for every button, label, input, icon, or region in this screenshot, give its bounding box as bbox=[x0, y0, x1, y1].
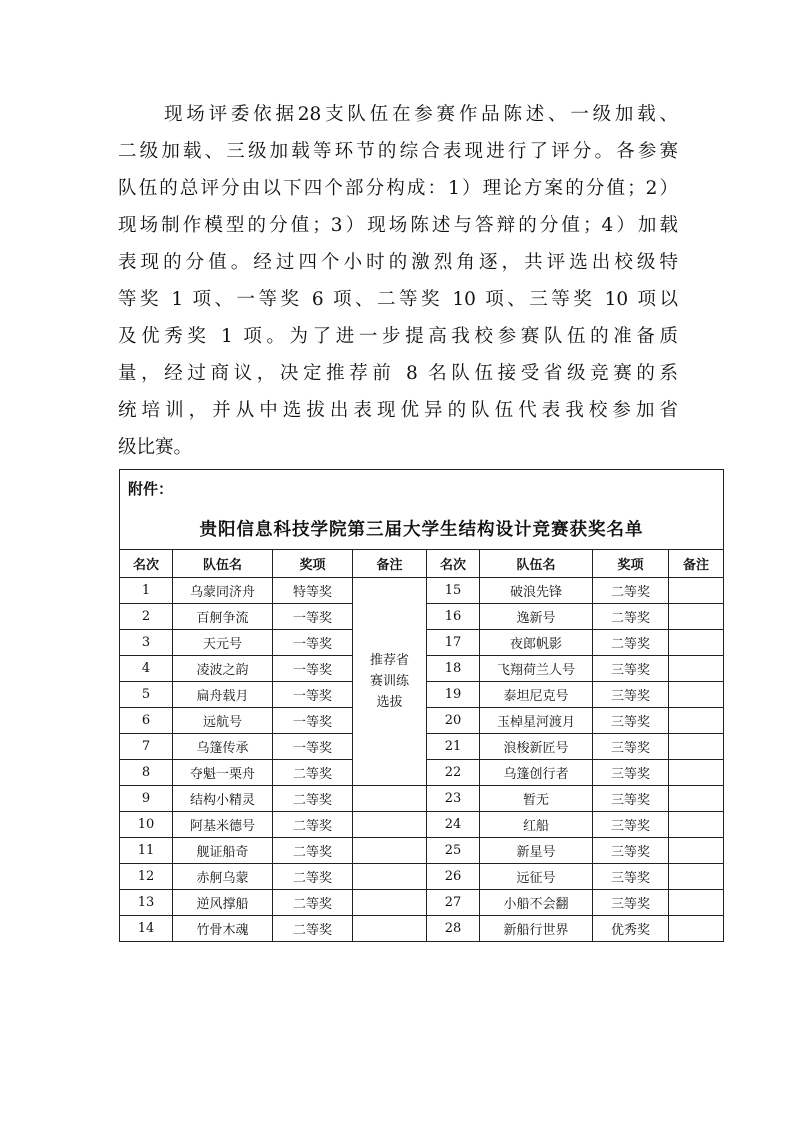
header-row bbox=[120, 550, 724, 578]
award-cell: 二等奖 bbox=[593, 578, 669, 604]
rank-cell: 20 bbox=[427, 708, 480, 734]
team-name-cell: 浪梭新匠号 bbox=[480, 734, 593, 760]
note-cell bbox=[353, 864, 427, 890]
note-line: 选拔 bbox=[376, 695, 403, 710]
table-row bbox=[120, 838, 724, 864]
note-cell bbox=[353, 838, 427, 864]
note-cell bbox=[669, 734, 724, 760]
rank-cell: 24 bbox=[427, 812, 480, 838]
header-award: 奖项 bbox=[593, 550, 669, 578]
rank-cell: 11 bbox=[120, 838, 173, 864]
rank-cell: 6 bbox=[120, 708, 173, 734]
award-cell: 优秀奖 bbox=[593, 916, 669, 942]
team-name-cell: 逆风撑船 bbox=[173, 890, 273, 916]
paragraph-line: 表现的分值。经过四个小时的激烈角逐，共评选出校级特 bbox=[118, 252, 678, 273]
rank-cell: 21 bbox=[427, 734, 480, 760]
rank-cell: 23 bbox=[427, 786, 480, 812]
table-row bbox=[120, 578, 724, 604]
rank-cell: 4 bbox=[120, 656, 173, 682]
table-row bbox=[120, 864, 724, 890]
header-note: 备注 bbox=[669, 550, 724, 578]
header-team: 队伍名 bbox=[480, 550, 593, 578]
team-name-cell: 百舸争流 bbox=[173, 604, 273, 630]
award-cell: 三等奖 bbox=[593, 812, 669, 838]
team-name-cell: 泰坦尼克号 bbox=[480, 682, 593, 708]
award-cell: 二等奖 bbox=[273, 838, 353, 864]
table-title: 贵阳信息科技学院第三届大学生结构设计竞赛获奖名单 bbox=[120, 507, 724, 550]
paragraph-line: 量，经过商议，决定推荐前 8 名队伍接受省级竞赛的系 bbox=[118, 363, 678, 384]
intro-paragraph bbox=[118, 96, 678, 466]
attachment-label: 附件： bbox=[120, 470, 724, 508]
paragraph-line: 及优秀奖 1 项。为了进一步提高我校参赛队伍的准备质 bbox=[118, 326, 678, 347]
team-name-cell: 舰证船奇 bbox=[173, 838, 273, 864]
rank-cell: 14 bbox=[120, 916, 173, 942]
note-cell bbox=[669, 890, 724, 916]
note-cell bbox=[669, 656, 724, 682]
rank-cell: 25 bbox=[427, 838, 480, 864]
award-cell: 特等奖 bbox=[273, 578, 353, 604]
award-cell: 二等奖 bbox=[273, 786, 353, 812]
award-cell: 三等奖 bbox=[593, 786, 669, 812]
team-name-cell: 结构小精灵 bbox=[173, 786, 273, 812]
rank-cell: 3 bbox=[120, 630, 173, 656]
note-cell bbox=[669, 916, 724, 942]
award-table bbox=[119, 469, 724, 942]
rank-cell: 13 bbox=[120, 890, 173, 916]
note-cell bbox=[669, 604, 724, 630]
paragraph-line: 队伍的总评分由以下四个部分构成：1）理论方案的分值；2） bbox=[118, 178, 678, 199]
note-cell bbox=[669, 864, 724, 890]
award-cell: 二等奖 bbox=[273, 760, 353, 786]
award-cell: 二等奖 bbox=[273, 890, 353, 916]
team-name-cell: 乌蒙同济舟 bbox=[173, 578, 273, 604]
team-name-cell: 天元号 bbox=[173, 630, 273, 656]
note-cell bbox=[669, 578, 724, 604]
table-row bbox=[120, 786, 724, 812]
title-row bbox=[120, 507, 724, 550]
team-name-cell: 破浪先锋 bbox=[480, 578, 593, 604]
paragraph-line: 现场制作模型的分值；3）现场陈述与答辩的分值；4）加载 bbox=[118, 215, 678, 236]
rank-cell: 2 bbox=[120, 604, 173, 630]
team-name-cell: 暂无 bbox=[480, 786, 593, 812]
note-cell bbox=[669, 682, 724, 708]
award-cell: 一等奖 bbox=[273, 656, 353, 682]
team-name-cell: 红船 bbox=[480, 812, 593, 838]
table-row bbox=[120, 890, 724, 916]
team-name-cell: 乌篷传承 bbox=[173, 734, 273, 760]
rank-cell: 1 bbox=[120, 578, 173, 604]
note-line: 推荐省 bbox=[369, 653, 409, 668]
paragraph-line: 现场评委依据28支队伍在参赛作品陈述、一级加载、 bbox=[164, 104, 678, 125]
rank-cell: 22 bbox=[427, 760, 480, 786]
rank-cell: 27 bbox=[427, 890, 480, 916]
award-cell: 一等奖 bbox=[273, 630, 353, 656]
note-cell bbox=[669, 838, 724, 864]
header-team: 队伍名 bbox=[173, 550, 273, 578]
note-merged-cell bbox=[353, 578, 427, 786]
award-cell: 一等奖 bbox=[273, 734, 353, 760]
header-rank: 名次 bbox=[427, 550, 480, 578]
award-cell: 一等奖 bbox=[273, 682, 353, 708]
table-row bbox=[120, 916, 724, 942]
rank-cell: 17 bbox=[427, 630, 480, 656]
header-rank: 名次 bbox=[120, 550, 173, 578]
award-cell: 三等奖 bbox=[593, 864, 669, 890]
award-cell: 二等奖 bbox=[593, 630, 669, 656]
award-cell: 三等奖 bbox=[593, 708, 669, 734]
paragraph-line: 二级加载、三级加载等环节的综合表现进行了评分。各参赛 bbox=[118, 141, 678, 162]
team-name-cell: 阿基米德号 bbox=[173, 812, 273, 838]
award-cell: 一等奖 bbox=[273, 604, 353, 630]
award-cell: 三等奖 bbox=[593, 656, 669, 682]
team-name-cell: 远征号 bbox=[480, 864, 593, 890]
rank-cell: 8 bbox=[120, 760, 173, 786]
rank-cell: 28 bbox=[427, 916, 480, 942]
team-name-cell: 远航号 bbox=[173, 708, 273, 734]
paragraph-line: 统培训，并从中选拔出表现优异的队伍代表我校参加省 bbox=[118, 400, 678, 421]
rank-cell: 19 bbox=[427, 682, 480, 708]
note-line: 赛训练 bbox=[369, 674, 409, 689]
note-cell bbox=[669, 630, 724, 656]
rank-cell: 16 bbox=[427, 604, 480, 630]
award-cell: 三等奖 bbox=[593, 734, 669, 760]
team-name-cell: 逸新号 bbox=[480, 604, 593, 630]
rank-cell: 18 bbox=[427, 656, 480, 682]
note-cell bbox=[669, 760, 724, 786]
paragraph-line: 级比赛。 bbox=[118, 437, 193, 458]
award-cell: 三等奖 bbox=[593, 838, 669, 864]
team-name-cell: 赤舸乌蒙 bbox=[173, 864, 273, 890]
team-name-cell: 飞翔荷兰人号 bbox=[480, 656, 593, 682]
award-cell: 三等奖 bbox=[593, 760, 669, 786]
header-note: 备注 bbox=[353, 550, 427, 578]
team-name-cell: 新星号 bbox=[480, 838, 593, 864]
rank-cell: 10 bbox=[120, 812, 173, 838]
team-name-cell: 凌波之韵 bbox=[173, 656, 273, 682]
award-cell: 二等奖 bbox=[273, 916, 353, 942]
award-cell: 二等奖 bbox=[273, 812, 353, 838]
rank-cell: 12 bbox=[120, 864, 173, 890]
team-name-cell: 玉棹星河渡月 bbox=[480, 708, 593, 734]
note-cell bbox=[353, 890, 427, 916]
note-cell bbox=[353, 812, 427, 838]
rank-cell: 9 bbox=[120, 786, 173, 812]
award-cell: 一等奖 bbox=[273, 708, 353, 734]
header-award: 奖项 bbox=[273, 550, 353, 578]
team-name-cell: 新船行世界 bbox=[480, 916, 593, 942]
rank-cell: 26 bbox=[427, 864, 480, 890]
note-cell bbox=[669, 812, 724, 838]
table-row bbox=[120, 812, 724, 838]
note-cell bbox=[353, 786, 427, 812]
team-name-cell: 扁舟载月 bbox=[173, 682, 273, 708]
team-name-cell: 乌篷创行者 bbox=[480, 760, 593, 786]
award-cell: 三等奖 bbox=[593, 682, 669, 708]
award-cell: 二等奖 bbox=[593, 604, 669, 630]
rank-cell: 7 bbox=[120, 734, 173, 760]
rank-cell: 5 bbox=[120, 682, 173, 708]
note-cell bbox=[669, 708, 724, 734]
team-name-cell: 小船不会翻 bbox=[480, 890, 593, 916]
paragraph-line: 等奖 1 项、一等奖 6 项、二等奖 10 项、三等奖 10 项以 bbox=[118, 289, 678, 310]
team-name-cell: 竹骨木魂 bbox=[173, 916, 273, 942]
team-name-cell: 夜郎帆影 bbox=[480, 630, 593, 656]
rank-cell: 15 bbox=[427, 578, 480, 604]
note-cell bbox=[353, 916, 427, 942]
award-cell: 三等奖 bbox=[593, 890, 669, 916]
attachment-row bbox=[120, 470, 724, 508]
team-name-cell: 夺魁一栗舟 bbox=[173, 760, 273, 786]
award-cell: 二等奖 bbox=[273, 864, 353, 890]
note-cell bbox=[669, 786, 724, 812]
